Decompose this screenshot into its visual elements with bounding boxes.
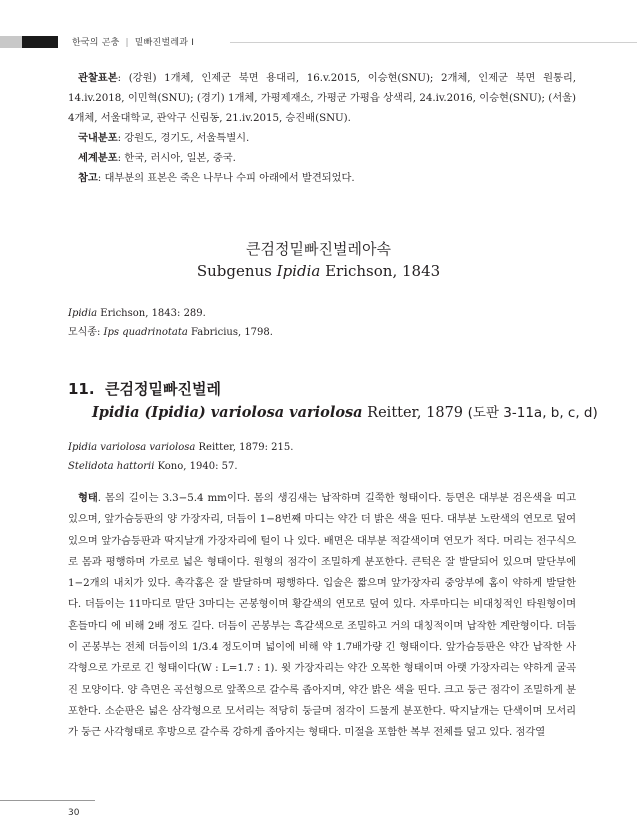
species-heading bbox=[68, 378, 221, 399]
specimen-section bbox=[68, 68, 576, 188]
subgenus-title-english bbox=[0, 262, 637, 280]
type-species bbox=[68, 323, 576, 342]
running-header bbox=[72, 35, 194, 48]
world-label: 세계분포 bbox=[78, 152, 118, 164]
species-number: 11. bbox=[68, 380, 95, 398]
specimens-paragraph bbox=[68, 68, 576, 128]
page-number: 30 bbox=[68, 808, 80, 818]
note-text: : 대부분의 표본은 죽은 나무나 수피 아래에서 발견되었다. bbox=[97, 172, 355, 184]
world-text: : 한국, 러시아, 일본, 중국. bbox=[117, 152, 236, 164]
plate-reference: (도판 3-11a, b, c, d) bbox=[467, 405, 598, 421]
subgenus-title-korean: 큰검정밑빠진벌레아속 bbox=[246, 240, 391, 258]
specimens-text: : (강원) 1개체, 인제군 북면 용대리, 16.v.2015, 이승현(SNU); 2개체, 인제군 북면 원통리, 14.iv.2018, 이민혁(SNU); (경기) 1개체, 가평제재소, 가평군 가평읍 상색리, 24.iv.2016, 이승현(SNU); (서울) 4개체, 서울대학교, 관악구 신림동, 21.iv.2015, 승진배(SNU). bbox=[68, 72, 576, 124]
type-species-name: Ips quadrinotata bbox=[103, 327, 188, 338]
specimens-label: 관찰표본 bbox=[78, 72, 118, 84]
domestic-label: 국내분포 bbox=[78, 132, 118, 144]
subgenus-genus-name: Ipidia bbox=[276, 262, 321, 280]
subgenus-references bbox=[68, 304, 576, 342]
morphology-text: . 몸의 길이는 3.3−5.4 mm이다. 몸의 생김새는 납작하며 길쭉한 형태이다. 등면은 대부분 검은색을 띠고 있으며, 앞가슴등판의 양 가장자리, 더듬이 1−8번째 마디는 약간 더 밝은 색을 띤다. 대부분 노란색의 연모로 덮여 있으며 앞가슴등판과 딱지날개 가장자리에 털이 나 있다. 배면은 대부분 적갈색이며 연모가 적다. 머리는 전구식으로 몸과 평행하며 가로로 넓은 형태이다. 원형의 점각이 조밀하게 분포한다. 큰턱은 잘 발달되어 있으며 말단부에 1−2개의 내치가 있다. 촉각홈은 잘 발달하며 평행하다. 입술은 짧으며 앞가장자리 중앙부에 홈이 약하게 발달한다. 더듬이는 11마디로 말단 3마디는 곤봉형이며 황갈색의 연모로 덮여 있다. 자루마디는 비대칭적인 타원형이며 흔들마디 에 비해 2배 정도 길다. 더듬이 곤봉부는 흑갈색으로 조밀하고 거의 대칭적이며 납작한 계란형이다. 더듬이 곤봉부는 전체 더듬이의 1/3.4 정도이며 넓이에 비해 약 1.7배가량 긴 형태이다. 앞가슴등판은 약간 납작한 사각형으로 가로로 긴 형태이다(W : L=1.7 : 1). 윗 가장자리는 약간 오목한 형태이며 아랫 가장자리는 약하게 굴곡진 모양이다. 양 측면은 곡선형으로 앞쪽으로 갈수록 좁아지며, 약간 밝은 색을 띤다. 크고 둥근 점각이 조밀하게 분포한다. 소순판은 넓은 삼각형으로 모서리는 적당히 둥글며 점각이 드물게 분포한다. 딱지날개는 단색이며 모서리가 둥근 사각형태로 후방으로 갈수록 강하게 좁아지는 형태다. 미절을 포함한 복부 전체를 덮고 있다. 점각열 bbox=[68, 492, 576, 739]
synonym-1-name: Ipidia variolosa variolosa bbox=[68, 442, 196, 453]
subgenus-reference bbox=[68, 304, 576, 323]
species-synonyms bbox=[68, 438, 576, 476]
subgenus-ref-genus: Ipidia bbox=[68, 308, 98, 319]
world-distribution bbox=[68, 148, 576, 168]
morphology-label: 형태 bbox=[78, 492, 98, 504]
species-scientific-line bbox=[92, 401, 598, 421]
header-grey-bar bbox=[0, 36, 22, 48]
type-species-label: 모식종: bbox=[68, 327, 104, 338]
morphology-paragraph bbox=[68, 488, 576, 744]
header-black-bar bbox=[22, 36, 58, 48]
domestic-text: : 강원도, 경기도, 서울특별시. bbox=[117, 132, 250, 144]
subgenus-author: Erichson, 1843 bbox=[320, 262, 441, 280]
footer-rule bbox=[0, 800, 95, 801]
note-paragraph bbox=[68, 168, 576, 188]
species-scientific-name: Ipidia (Ipidia) variolosa variolosa bbox=[92, 404, 363, 421]
synonym-1-text: Reitter, 1879: 215. bbox=[195, 442, 294, 453]
header-chapter-title: 밑빠진벌레과 I bbox=[134, 38, 195, 48]
subgenus-ref-text: Erichson, 1843: 289. bbox=[97, 308, 206, 319]
synonym-2-name: Stelidota hattorii bbox=[68, 461, 155, 472]
morphology-section bbox=[68, 488, 576, 744]
header-book-title: 한국의 곤충 bbox=[72, 38, 120, 48]
synonym-2 bbox=[68, 457, 576, 476]
subgenus-prefix: Subgenus bbox=[196, 262, 277, 280]
species-korean-name: 큰검정밑빠진벌레 bbox=[105, 380, 221, 398]
species-author: Reitter, 1879 bbox=[362, 405, 468, 421]
header-rule bbox=[230, 42, 637, 43]
synonym-1 bbox=[68, 438, 576, 457]
domestic-distribution bbox=[68, 128, 576, 148]
synonym-2-text: Kono, 1940: 57. bbox=[154, 461, 238, 472]
header-separator: | bbox=[125, 38, 129, 48]
note-label: 참고 bbox=[78, 172, 98, 184]
type-species-author: Fabricius, 1798. bbox=[187, 327, 273, 338]
